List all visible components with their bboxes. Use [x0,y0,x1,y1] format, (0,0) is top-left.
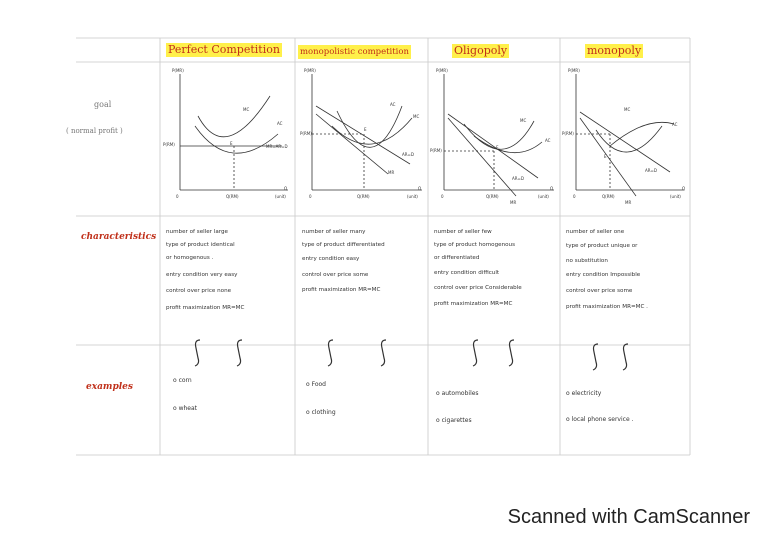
monop-mc-label: MC [624,107,631,112]
oligo-x-axis-label: Q [550,186,554,191]
normal-profit-label: ( normal profit ) [66,127,123,135]
pc-char-3: or homogenous . [166,255,214,261]
oligo-char-4: entry condition difficult [434,270,500,276]
oligo-char-1: number of seller few [434,229,492,235]
monop-char-4: entry condition Impossible [566,272,641,278]
mono-price-label: P(RM) [300,131,312,136]
oligo-origin-label: 0 [441,194,444,199]
mono-x-unit-label: (unit) [407,194,418,199]
monop-ar-label: AR=D [645,168,657,173]
monop-qty-label: Q(RM) [602,194,615,199]
monop-char-2: type of product unique or [566,243,638,249]
examples-label: examples [86,382,133,392]
oligo-char-3: or differentiated [434,255,480,261]
characteristics-label: characteristics [81,232,157,242]
oligo-example-1: o automobiles [436,390,479,397]
mono-mr-label: MR [388,170,395,175]
mono-char-4: control over price some [302,272,369,278]
oligo-e-label: E [496,145,499,150]
mono-char-3: entry condition easy [302,256,360,262]
pc-char-5: control over price none [166,288,232,294]
header-perfect-competition: Perfect Competition [168,43,280,56]
monop-e-label: E [604,154,607,159]
pc-e-label: E [230,141,233,146]
pc-price-label: P(RM) [163,142,175,147]
pc-char-2: type of product identical [166,242,235,248]
pc-example-1: o corn [173,377,192,384]
monop-price-label: P(RM) [562,131,574,136]
monop-char-6: profit maximization MR=MC . [566,304,648,310]
monop-example-1: o electricity [566,390,602,397]
monop-ac-label: AC [672,122,678,127]
camscanner-watermark: Scanned with CamScanner [507,506,750,528]
pc-mc-label: MC [243,107,250,112]
mono-example-1: o Food [306,381,326,388]
oligo-mr-label: MR [510,200,517,205]
mono-char-2: type of product differentiated [302,242,385,248]
oligo-char-2: type of product homogenous [434,242,515,248]
mono-y-axis-label: P(MR) [304,68,316,73]
mono-ac-label: AC [390,102,396,107]
monop-char-1: number of seller one [566,229,625,235]
oligo-ac-label: AC [545,138,551,143]
monop-x-unit-label: (unit) [670,194,681,199]
mono-char-1: number of seller many [302,229,366,235]
pc-x-unit-label: (unit) [275,194,286,199]
mono-x-axis-label: Q [418,186,422,191]
pc-qty-label: Q(RM) [226,194,239,199]
oligo-qty-label: Q(RM) [486,194,499,199]
oligo-price-label: P(RM) [430,148,442,153]
oligo-ar-label: AR=D [512,176,524,181]
mono-mc-label: MC [413,114,420,119]
mono-qty-label: Q(RM) [357,194,370,199]
pc-demand-label: MR=AR=D [266,144,288,149]
header-monopoly: monopoly [587,44,642,57]
pc-char-4: entry condition very easy [166,272,238,278]
monop-char-5: control over price some [566,288,633,294]
monop-origin-label: 0 [573,194,576,199]
header-monopolistic-competition: monopolistic competition [300,47,409,57]
mono-origin-label: 0 [309,194,312,199]
pc-char-1: number of seller large [166,229,228,235]
monop-char-3: no substitution [566,258,608,264]
oligo-char-5: control over price Considerable [434,285,522,291]
mono-char-5: profit maximization MR=MC [302,287,381,293]
monop-x-axis-label: Q [682,186,686,191]
pc-char-6: profit maximization MR=MC [166,305,245,311]
oligo-example-2: o cigarettes [436,417,472,424]
goal-label: goal [94,100,112,109]
pc-x-axis-label: Q [284,186,288,191]
oligo-char-6: profit maximization MR=MC [434,301,513,307]
mono-example-2: o clothing [306,409,336,416]
oligo-y-axis-label: P(MR) [436,68,448,73]
monop-y-axis-label: P(MR) [568,68,580,73]
pc-ac-label: AC [277,121,283,126]
oligo-mc-label: MC [520,118,527,123]
mono-ar-label: AR=D [402,152,414,157]
monop-mr-label: MR [625,200,632,205]
pc-y-axis-label: P(MR) [172,68,184,73]
pc-example-2: o wheat [173,405,198,412]
pc-origin-label: 0 [176,194,179,199]
header-oligopoly: Oligopoly [454,44,508,57]
oligo-x-unit-label: (unit) [538,194,549,199]
monop-example-2: o local phone service . [566,416,634,423]
mono-e-label: E [364,127,367,132]
